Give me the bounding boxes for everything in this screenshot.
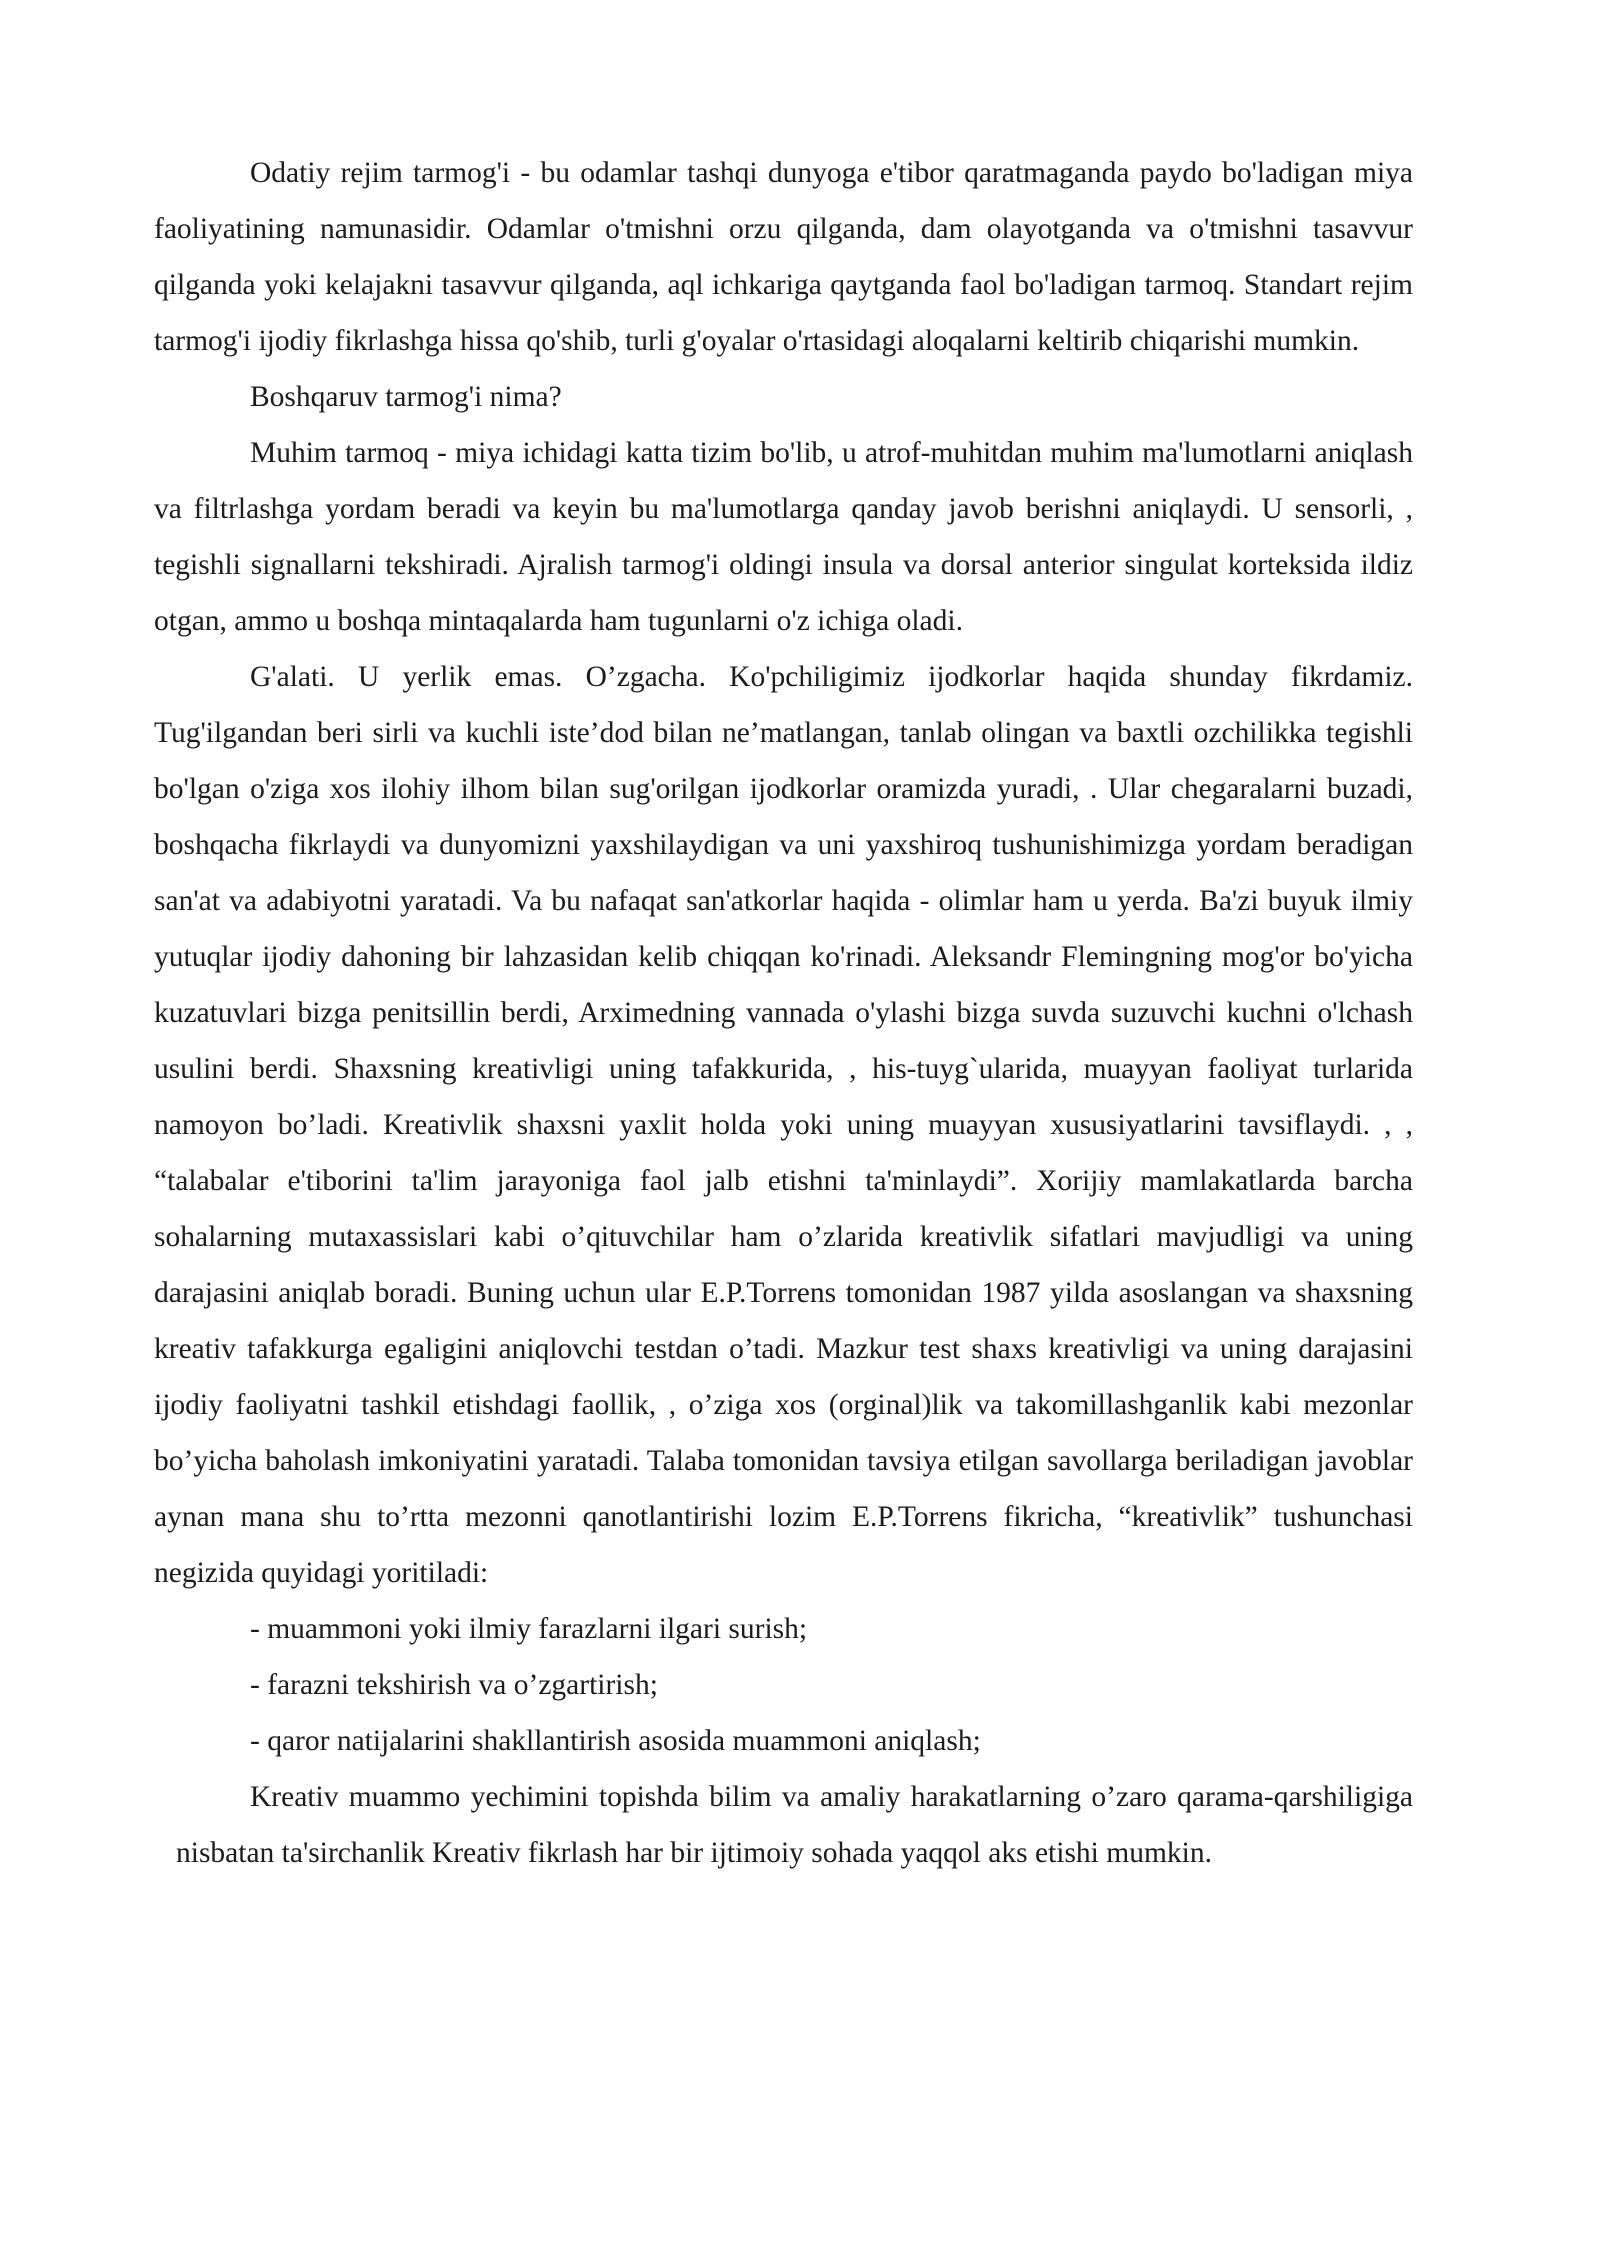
paragraph-closing: Kreativ muammo yechimini topishda bilim va amaliy harakatlarning o’zaro qarama-qarshiligiga nisbatan ta'sirchanlik Kreativ fikrlash har bir ijtimoiy sohada yaqqol aks etishi mumkin.	[176, 1781, 1413, 1869]
paragraph-default-mode-network: Odatiy rejim tarmog'i - bu odamlar tashqi dunyoga e'tibor qaratmaganda paydo bo'ladigan miya faoliyatining namunasidir. Odamlar o'tmishni orzu qilganda, dam olayotganda va o'tmishni tasavvur qilganda yoki kelajakni tasavvur qilganda, aql ichkariga qaytganda faol bo'ladigan tarmoq. Standart rejim tarmog'i ijodiy fikrlashga hissa qo'shib, turli g'oyalar o'rtasidagi aloqalarni keltirib chiqarishi mumkin.	[154, 157, 1413, 357]
list-item: - qaror natijalarini shakllantirish asosida muammoni aniqlash;	[250, 1725, 981, 1757]
list-item: - muammoni yoki ilmiy farazlarni ilgari surish;	[250, 1613, 808, 1645]
paragraph-creativity-main: G'alati. U yerlik emas. O’zgacha. Ko'pchiligimiz ijodkorlar haqida shunday fikrdamiz. Tug'ilgandan beri sirli va kuchli iste’dod bilan ne’matlangan, tanlab olingan va baxtli ozchilikka tegishli bo'lgan o'ziga xos ilohiy ilhom bilan sug'orilgan ijodkorlar oramizda yuradi, . Ular chegaralarni buzadi, boshqacha fikrlaydi va dunyomizni yaxshilaydigan va uni yaxshiroq tushunishimizga yordam beradigan san'at va adabiyotni yaratadi. Va bu nafaqat san'atkorlar haqida - olimlar ham u yerda. Ba'zi buyuk ilmiy yutuqlar ijodiy dahoning bir lahzasidan kelib chiqqan ko'rinadi. Aleksandr Flemingning mog'or bo'yicha kuzatuvlari bizga penitsillin berdi, Arximedning vannada o'ylashi bizga suvda suzuvchi kuchni o'lchash usulini berdi. Shaxsning kreativligi uning tafakkurida, , his-tuyg`ularida, muayyan faoliyat turlarida namoyon bo’ladi. Kreativlik shaxsni yaxlit holda yoki uning muayyan xususiyatlarini tavsiflaydi. , , “talabalar e'tiborini ta'lim jarayoniga faol jalb etishni ta'minlaydi”. Xorijiy mamlakatlarda barcha sohalarning mutaxassislari kabi o’qituvchilar ham o’zlarida kreativlik sifatlari mavjudligi va uning darajasini aniqlab boradi. Buning uchun ular E.P.Torrens tomonidan 1987 yilda asoslangan va shaxsning kreativ tafakkurga egaligini aniqlovchi testdan o’tadi. Mazkur test shaxs kreativligi va uning darajasini ijodiy faoliyatni tashkil etishdagi faollik, , o’ziga xos (orginal)lik va takomillashganlik kabi mezonlar bo’yicha baholash imkoniyatini yaratadi. Talaba tomonidan tavsiya etilgan savollarga beriladigan javoblar aynan mana shu to’rtta mezonni qanotlantirishi lozim E.P.Torrens fikricha, “kreativlik” tushunchasi negizida quyidagi yoritiladi:	[154, 661, 1413, 1589]
paragraph-control-network-question: Boshqaruv tarmog'i nima?	[250, 381, 562, 413]
paragraph-salience-network: Muhim tarmoq - miya ichidagi katta tizim bo'lib, u atrof-muhitdan muhim ma'lumotlarni aniqlash va filtrlashga yordam beradi va keyin bu ma'lumotlarga qanday javob berishni aniqlaydi. U sensorli, , tegishli signallarni tekshiradi. Ajralish tarmog'i oldingi insula va dorsal anterior singulat korteksida ildiz otgan, ammo u boshqa mintaqalarda ham tugunlarni o'z ichiga oladi.	[154, 437, 1413, 637]
list-item: - farazni tekshirish va o’zgartirish;	[250, 1669, 658, 1701]
document-body	[154, 145, 1413, 1881]
